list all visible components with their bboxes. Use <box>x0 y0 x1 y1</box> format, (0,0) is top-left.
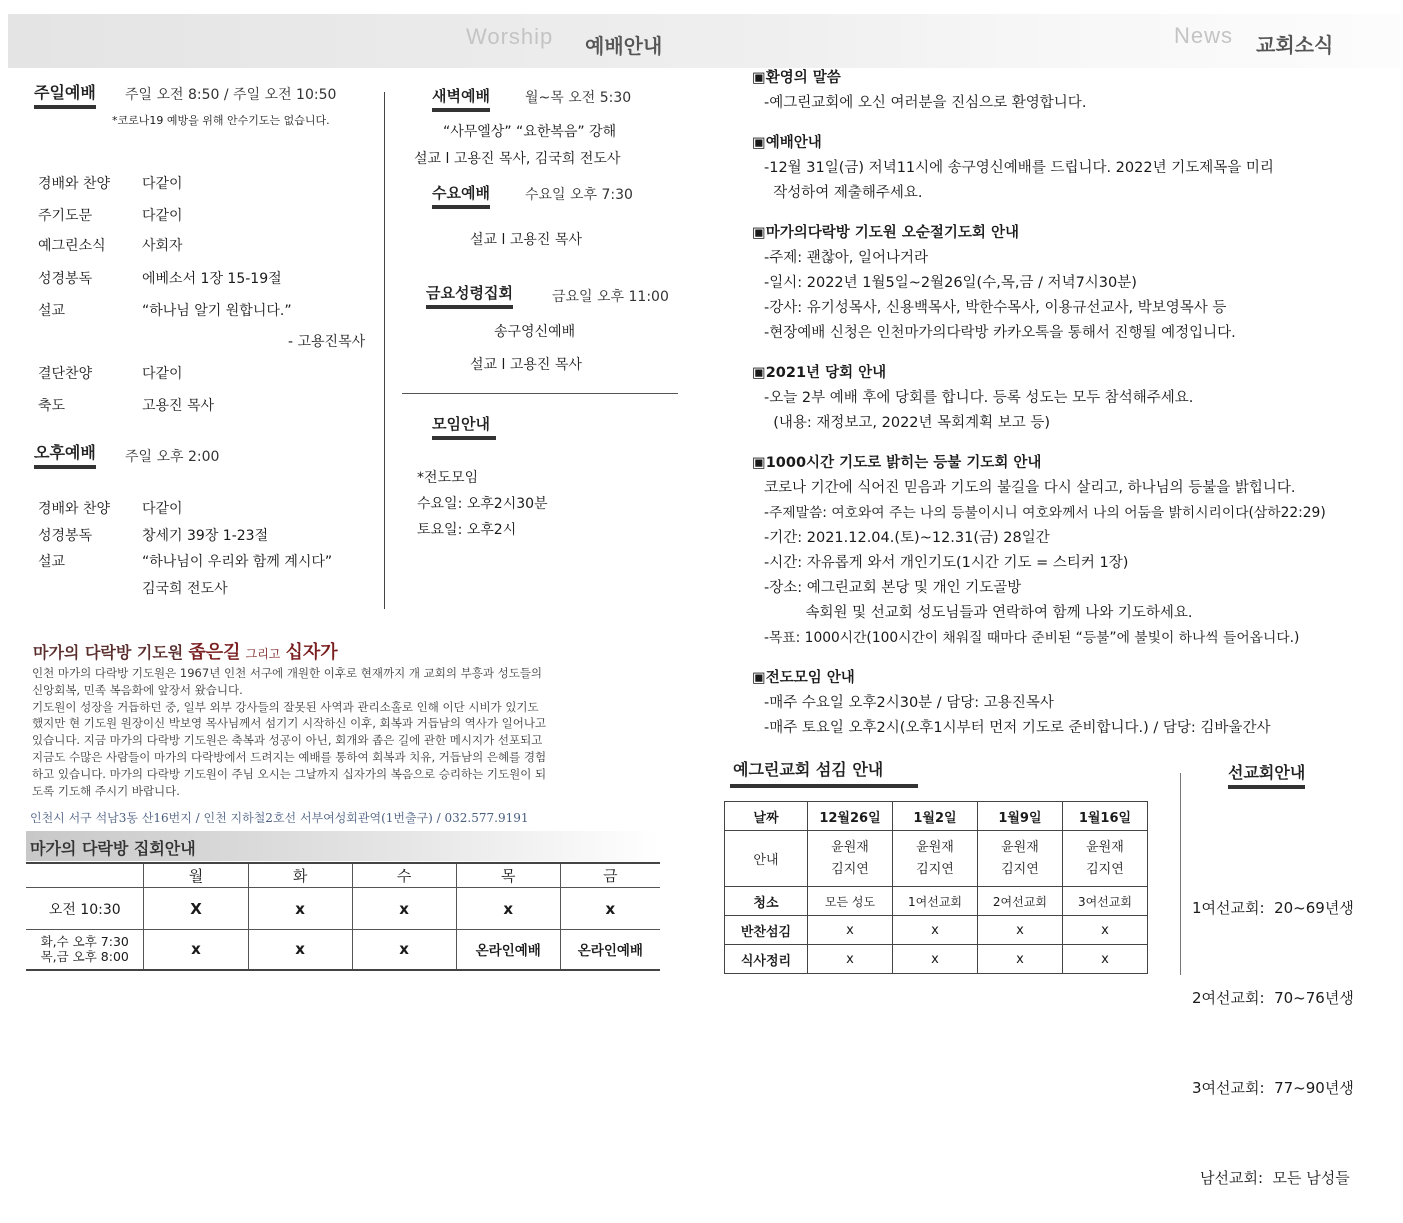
row-value: “하나님이 우리와 함께 계시다” <box>142 554 333 570</box>
news-line: -12월 31일(금) 저녁11시에 송구영신예배를 드립니다. 2022년 기도제목을 미리 <box>764 160 1274 176</box>
worship-en-title: Worship <box>466 24 554 49</box>
news-item <box>752 66 1326 131</box>
sunday-row <box>38 205 378 225</box>
magah-title-c: 그리고 <box>245 647 281 661</box>
guide-name: 김지연 <box>1086 861 1124 877</box>
mission-item: 3여선교회: 77~90년생 <box>1192 1079 1354 1097</box>
meet-row-label-line: 화,수 오후 7:30 <box>40 934 129 950</box>
news-line: -시간: 자유롭게 와서 개인기도(1시간 기도 = 스티커 1장) <box>764 555 1129 571</box>
row-value: 창세기 39장 1-23절 <box>142 528 269 544</box>
afternoon-row <box>38 498 378 518</box>
wednesday-line1: 설교 l 고용진 목사 <box>470 232 582 248</box>
magah-title-b: 좁은길 <box>188 642 241 663</box>
service-cell: x <box>977 916 1062 945</box>
service-cell: x <box>1062 945 1147 974</box>
meet-day: 목 <box>456 863 560 888</box>
meet-row-label-line: 목,금 오후 8:00 <box>40 949 129 965</box>
magah-body-line: 기도원이 성장을 거듭하던 중, 일부 외부 강사들의 잘못된 사역과 관리소홀로 인해 이단 시비가 있기도 <box>32 699 539 714</box>
service-row-label: 식사정리 <box>725 945 808 974</box>
wednesday-time: 수요일 오후 7:30 <box>525 187 633 203</box>
magah-meet-table <box>26 862 660 971</box>
magah-body-line: 지금도 수많은 사람들이 마가의 다락방에서 드려지는 예배를 통하여 회복과 치유, 거듭남의 은혜를 경험 <box>32 749 547 764</box>
service-cell: x <box>893 945 978 974</box>
meet-day: 화 <box>248 863 352 888</box>
news-line: -주제: 괜찮아, 일어나거라 <box>764 250 929 266</box>
service-guide-cell <box>893 831 978 887</box>
news-line: 속회원 및 선교회 성도님들과 연락하여 함께 나와 기도하세요. <box>764 605 1193 621</box>
meet-row-label: 오전 10:30 <box>48 901 121 918</box>
news-block <box>752 66 1326 741</box>
news-line: -오늘 2부 예배 후에 당회를 합니다. 등록 성도는 모두 참석해주세요. <box>764 390 1194 406</box>
magah-title-a: 마가의 다락방 기도원 <box>33 643 184 662</box>
news-heading: ▣2021년 당회 안내 <box>752 365 887 381</box>
meet-day: 월 <box>144 863 248 888</box>
meet-cell: X <box>144 888 248 930</box>
sunday-row <box>38 395 378 415</box>
news-line: -주제말씀: 여호와여 주는 나의 등불이시니 여호와께서 나의 어둠을 밝히시리이다(삼하22:29) <box>764 505 1326 521</box>
service-title: 예그린교회 섬김 안내 <box>733 760 884 779</box>
service-guide-cell <box>977 831 1062 887</box>
friday-time: 금요일 오후 11:00 <box>552 289 669 305</box>
guide-name: 윤원재 <box>916 839 954 855</box>
sunday-row <box>38 173 378 193</box>
row-value: “하나님 알기 원합니다.” <box>142 303 292 319</box>
guide-name: 김지연 <box>1001 861 1039 877</box>
service-head: 1월2일 <box>893 802 978 831</box>
news-heading: ▣마가의다락방 기도원 오순절기도회 안내 <box>752 225 1019 241</box>
magah-body-line: 있습니다. 지금 마가의 다락방 기도원은 축복과 성공이 아닌, 회개와 좁은 길에 관한 메시지가 선포되고 <box>32 733 543 748</box>
service-head: 날짜 <box>725 802 808 831</box>
service-cell: 3여선교회 <box>1062 887 1147 916</box>
service-head: 1월9일 <box>977 802 1062 831</box>
service-cell: x <box>977 945 1062 974</box>
news-en-title: News <box>1174 23 1234 48</box>
service-row-label: 반찬섬김 <box>725 916 808 945</box>
sunday-row <box>38 363 378 383</box>
afternoon-row <box>38 525 378 545</box>
row-label: 성경봉독 <box>38 271 93 287</box>
sunday-note: *코로나19 예방을 위해 안수기도는 없습니다. <box>112 114 330 127</box>
service-head: 1월16일 <box>1062 802 1147 831</box>
mission-item: 2여선교회: 70~76년생 <box>1192 989 1354 1007</box>
mission-item: 1여선교회: 20~69년생 <box>1192 899 1354 917</box>
service-table <box>724 801 1148 974</box>
mission-title: 선교회안내 <box>1228 760 1305 789</box>
meeting-line2: 토요일: 오후2시 <box>417 522 517 538</box>
guide-name: 윤원재 <box>1001 839 1039 855</box>
meet-cell: x <box>144 930 248 970</box>
meet-day: 수 <box>352 863 456 888</box>
magah-address: 인천시 서구 석남3동 산16번지 / 인천 지하철2호선 서부여성회관역(1번출구) / 032.577.9191 <box>30 811 529 825</box>
news-line: 작성하여 제출해주세요. <box>764 185 923 201</box>
dawn-line1: “사무엘상” “요한복음” 강해 <box>443 124 617 140</box>
news-line: -예그린교회에 오신 여러분을 진심으로 환영합니다. <box>764 95 1087 111</box>
worship-ko-title: 예배안내 <box>585 34 663 58</box>
mission-divider <box>1180 773 1181 975</box>
service-row-label: 안내 <box>725 831 808 887</box>
news-heading: ▣1000시간 기도로 밝히는 등불 기도회 안내 <box>752 455 1042 471</box>
meet-cell: x <box>352 930 456 970</box>
meet-row-label <box>26 930 144 970</box>
meet-cell: x <box>248 930 352 970</box>
service-cell: x <box>807 945 892 974</box>
service-cell: x <box>807 916 892 945</box>
afternoon-title: 오후예배 <box>34 440 96 469</box>
row-value: 사회자 <box>142 238 183 254</box>
dawn-time: 월~목 오전 5:30 <box>525 90 632 106</box>
news-line: -강사: 유기성목사, 신용백목사, 박한수목사, 이용규선교사, 박보영목사 등 <box>764 300 1227 316</box>
news-line: -목표: 1000시간(100시간이 채워질 때마다 준비된 “등불”에 불빛이 하나씩 들어옵니다.) <box>764 630 1300 646</box>
magah-title <box>33 638 338 664</box>
meet-cell: x <box>248 888 352 930</box>
news-item <box>752 221 1326 361</box>
news-item <box>752 361 1326 451</box>
magah-body-line: 하고 있습니다. 마가의 다락방 기도원이 주님 오시는 그날까지 십자가의 복음으로 승리하는 기도원이 되 <box>32 766 547 781</box>
column-divider <box>384 92 385 609</box>
news-line: -기간: 2021.12.04.(토)~12.31(금) 28일간 <box>764 530 1050 546</box>
service-title-underline <box>730 784 918 788</box>
sunday-row <box>38 235 378 255</box>
meet-corner <box>26 863 144 888</box>
row-value: 다같이 <box>142 501 183 517</box>
row-label: 설교 <box>38 303 66 319</box>
row-label: 주기도문 <box>38 208 93 224</box>
magah-body-line: 도록 기도해 주시기 바랍니다. <box>32 783 180 798</box>
row-label: 설교 <box>38 554 66 570</box>
sunday-row <box>38 300 378 320</box>
magah-meet-title: 마가의 다락방 집회안내 <box>30 839 196 858</box>
service-cell: 1여선교회 <box>893 887 978 916</box>
magah-body-line: 했지만 현 기도원 원장이신 박보영 목사님께서 섬기기 시작하신 이후, 회복과 거듭남의 역사가 일어나고 <box>32 716 547 731</box>
dawn-line2: 설교 l 고용진 목사, 김국희 전도사 <box>414 151 621 167</box>
news-line: -일시: 2022년 1월5일~2월26일(수,목,금 / 저녁7시30분) <box>764 275 1137 291</box>
service-head: 12월26일 <box>807 802 892 831</box>
news-line: -매주 토요일 오후2시(오후1시부터 먼저 기도로 준비합니다.) / 담당: 김바울간사 <box>764 720 1271 736</box>
sunday-preacher: - 고용진목사 <box>288 334 366 350</box>
row-value: 고용진 목사 <box>142 398 215 414</box>
dawn-title: 새벽예배 <box>432 85 490 112</box>
news-line: (내용: 재정보고, 2022년 목회계획 보고 등) <box>764 415 1051 431</box>
meet-cell: 온라인예배 <box>456 930 560 970</box>
guide-name: 김지연 <box>916 861 954 877</box>
row-value: 다같이 <box>142 176 183 192</box>
news-item <box>752 131 1326 221</box>
news-line: 코로나 기간에 식어진 믿음과 기도의 불길을 다시 살리고, 하나님의 등불을 밝힙니다. <box>764 480 1296 496</box>
row-value: 에베소서 1장 15-19절 <box>142 271 282 287</box>
row-value: 다같이 <box>142 208 183 224</box>
meeting-line1: 수요일: 오후2시30분 <box>417 496 548 512</box>
news-item <box>752 451 1326 666</box>
news-heading: ▣예배안내 <box>752 135 822 151</box>
row-label: 성경봉독 <box>38 528 93 544</box>
news-line: -장소: 예그린교회 본당 및 개인 기도골방 <box>764 580 1022 596</box>
guide-name: 윤원재 <box>1086 839 1124 855</box>
meet-day: 금 <box>560 863 660 888</box>
guide-name: 윤원재 <box>831 839 869 855</box>
row-label: 축도 <box>38 398 66 414</box>
meeting-heading: *전도모임 <box>417 470 479 486</box>
row-label: 경배와 찬양 <box>38 176 111 192</box>
service-guide-cell <box>1062 831 1147 887</box>
news-item <box>752 666 1326 741</box>
friday-title: 금요성령집회 <box>426 282 513 309</box>
news-ko-title: 교회소식 <box>1256 33 1334 57</box>
service-cell: 2여선교회 <box>977 887 1062 916</box>
row-value: 다같이 <box>142 366 183 382</box>
afternoon-row <box>38 551 378 571</box>
row-label: 예그린소식 <box>38 238 106 254</box>
news-line: -현장예배 신청은 인천마가의다락방 카카오톡을 통해서 진행될 예정입니다. <box>764 325 1236 341</box>
meet-cell: x <box>560 888 660 930</box>
news-heading: ▣전도모임 안내 <box>752 670 855 686</box>
afternoon-time: 주일 오후 2:00 <box>125 449 220 465</box>
friday-line2: 설교 l 고용진 목사 <box>470 357 582 373</box>
sunday-time: 주일 오전 8:50 / 주일 오전 10:50 <box>125 87 337 103</box>
row-label: 경배와 찬양 <box>38 501 111 517</box>
service-cell: x <box>1062 916 1147 945</box>
meet-cell: 온라인예배 <box>560 930 660 970</box>
afternoon-preacher: 김국희 전도사 <box>142 581 228 597</box>
meet-cell: x <box>456 888 560 930</box>
section-divider <box>402 393 678 394</box>
news-heading: ▣환영의 말씀 <box>752 70 841 86</box>
wednesday-title: 수요예배 <box>432 182 490 209</box>
magah-title-d: 십자가 <box>285 642 338 663</box>
sunday-row <box>38 268 378 288</box>
guide-name: 김지연 <box>831 861 869 877</box>
magah-body-line: 인천 마가의 다락방 기도원은 1967년 인천 서구에 개원한 이후로 현재까지 개 교회의 부흥과 성도들의 <box>32 666 543 680</box>
mission-list <box>1192 833 1354 1223</box>
service-guide-cell <box>807 831 892 887</box>
news-line: -매주 수요일 오후2시30분 / 담당: 고용진목사 <box>764 695 1054 711</box>
friday-line1: 송구영신예배 <box>494 324 576 340</box>
meet-cell: x <box>352 888 456 930</box>
service-row-label: 청소 <box>725 887 808 916</box>
magah-body <box>32 665 672 799</box>
mission-item: 남선교회: 모든 남성들 <box>1200 1169 1350 1187</box>
sunday-title: 주일예배 <box>34 80 96 109</box>
service-cell: 모든 성도 <box>807 887 892 916</box>
row-label: 결단찬양 <box>38 366 93 382</box>
magah-body-line: 신앙회복, 민족 복음화에 앞장서 왔습니다. <box>32 682 243 697</box>
service-cell: x <box>893 916 978 945</box>
meeting-title: 모임안내 <box>432 413 496 440</box>
